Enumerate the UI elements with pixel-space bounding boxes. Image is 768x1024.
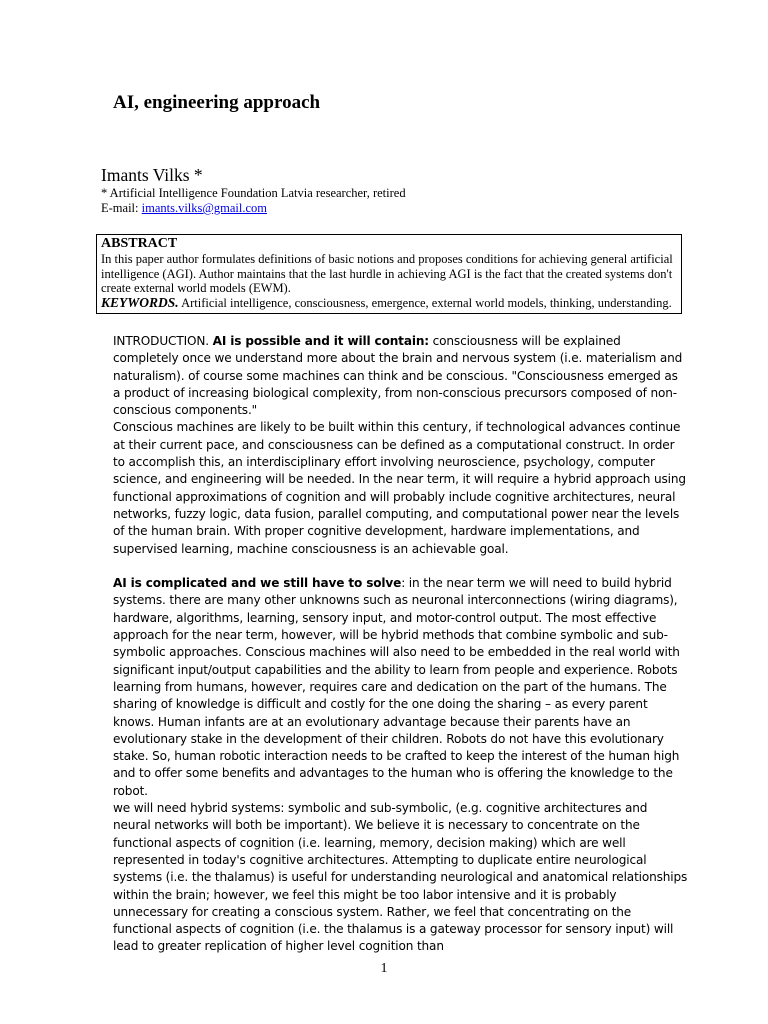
author-affiliation: * Artificial Intelligence Foundation Latvia researcher, retired (101, 186, 406, 200)
intro-text: consciousness will be explained completely once we understand more about the brain and nervous system (i.e. materialism and naturalism). of course some machines can think and be conscious. "Consciousness emerged as a product of increasing biological complexity, from non-conscious precursors composed of non-conscious components." (113, 334, 683, 418)
keywords-label: KEYWORDS. (101, 294, 179, 310)
intro-bold-phrase: AI is possible and it will contain: (212, 334, 429, 348)
email-label: E-mail: (101, 201, 142, 215)
abstract-text: In this paper author formulates definitions of basic notions and proposes conditions for achieving general artificial intelligence (AGI). Author maintains that the last hurdle in achieving AGI is the fact that the created systems don't create external world models (EWM). (101, 252, 673, 295)
complicated-paragraph (113, 575, 688, 800)
complicated-bold-phrase: AI is complicated and we still have to solve (113, 576, 402, 591)
author-name: Imants Vilks * (101, 165, 203, 185)
email-link[interactable]: imants.vilks@gmail.com (141, 201, 268, 215)
abstract-box (96, 234, 682, 314)
page-number: 1 (380, 961, 388, 976)
complicated-text: : in the near term we will need to build hybrid systems. there are many other unknowns such as neuronal interconnections (wiring diagrams), hardware, algorithms, learning, sensory input, and motor-control output. The most effective approach for the near term, however, will be hybrid methods that combine symbolic and sub-symbolic approaches. Conscious machines will also need to be embedded in the real world with significant input/output capabilities and the ability to learn from people and experience. Robots learning from humans, however, requires care and dedication on the part of the humans. The sharing of knowledge is difficult and costly for the one doing the sharing – as every parent knows. Human infants are at an evolutionary advantage because their parents have an evolutionary stake in the development of their children. Robots do not have this evolutionary stake. So, human robotic interaction needs to be crafted to keep the interest of the human high and to offer some benefits and advantages to the human who is offering the knowledge to the robot. (113, 576, 680, 798)
paper-title: AI, engineering approach (113, 92, 321, 113)
author-affiliation-block (101, 186, 406, 216)
paragraph-hybrid-systems: we will need hybrid systems: symbolic and sub-symbolic, (e.g. cognitive architectures and neural networks will both be important). We believe it is necessary to concentrate on the functional aspects of cognition (i.e. learning, memory, decision making) which are well represented in today's cognitive architectures. Attempting to duplicate entire neurological systems (i.e. the thalamus) is useful for understanding neurological and anatomical relationships within the brain; however, we feel this might be too labor intensive and it is probably unnecessary for creating a conscious system. Rather, we feel that concentrating on the functional aspects of cognition (i.e. the thalamus is a gateway processor for sensory input) will lead to greater replication of higher level cognition than (113, 801, 688, 954)
keywords-text: Artificial intelligence, consciousness, emergence, external world models, thinking, understanding. (178, 295, 672, 310)
body-text (113, 333, 688, 956)
intro-label: INTRODUCTION (113, 334, 206, 348)
keywords-line (101, 296, 677, 311)
paragraph-conscious-machines: Conscious machines are likely to be built within this century, if technological advances continue at their current pace, and consciousness can be defined as a computational construct. In order to accomplish this, an interdisciplinary effort involving neuroscience, psychology, computer science, and engineering will be needed. In the near term, it will require a hybrid approach using functional approximations of cognition and will probably include cognitive architectures, neural networks, fuzzy logic, data fusion, parallel computing, and computational power near the levels of the human brain. With proper cognitive development, hardware implementations, and supervised learning, machine consciousness is an achievable goal. (113, 420, 686, 556)
intro-paragraph (113, 333, 688, 419)
intro-separator: . (205, 334, 213, 348)
paragraph-gap (113, 558, 688, 575)
author-email-line (101, 201, 406, 216)
abstract-heading: ABSTRACT (101, 236, 178, 251)
